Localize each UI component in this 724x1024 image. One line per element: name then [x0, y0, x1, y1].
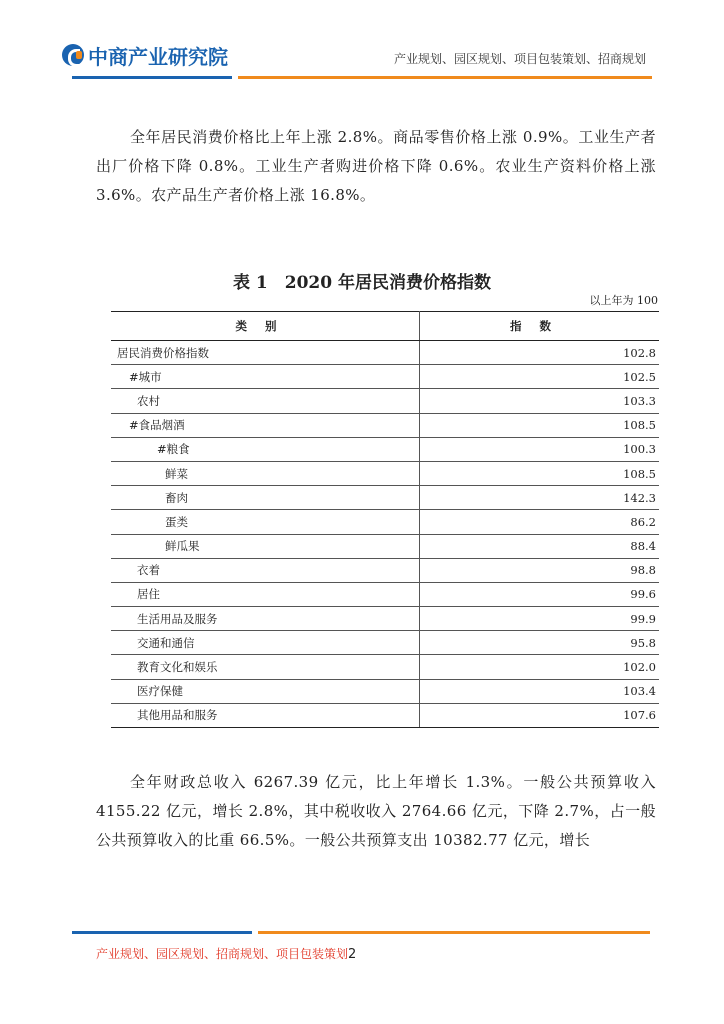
table-row: [111, 510, 659, 534]
table-unit-note: 以上年为 100: [589, 294, 658, 307]
row-index-value: 100.3: [420, 437, 660, 461]
row-category: 蛋类: [111, 510, 420, 534]
logo-icon: [62, 44, 84, 66]
row-index-value: 102.0: [420, 655, 660, 679]
row-index-value: 95.8: [420, 631, 660, 655]
body-paragraph-finance: 全年财政总收入 6267.39 亿元，比上年增长 1.3%。一般公共预算收入 4155.22 亿元，增长 2.8%，其中税收收入 2764.66 亿元，下降 2.7%，占一般公共预算收入的比重 66.5%。一般公共预算支出 10382.77 亿元，增长: [96, 773, 656, 849]
row-category: 居住: [111, 582, 420, 606]
footer: [96, 945, 356, 962]
footer-text: 产业规划、园区规划、招商规划、项目包装策划: [96, 947, 349, 961]
row-category: #城市: [111, 365, 420, 389]
row-category: #食品烟酒: [111, 413, 420, 437]
table-row: [111, 413, 659, 437]
row-index-value: 108.5: [420, 413, 660, 437]
row-category: 鲜菜: [111, 461, 420, 485]
table-row: [111, 461, 659, 485]
table-row: [111, 437, 659, 461]
row-index-value: 107.6: [420, 703, 660, 727]
column-header-category: 类别: [111, 312, 420, 341]
row-index-value: 98.8: [420, 558, 660, 582]
row-index-value: 88.4: [420, 534, 660, 558]
row-category: 鲜瓜果: [111, 534, 420, 558]
row-category: 农村: [111, 389, 420, 413]
table-row: [111, 365, 659, 389]
row-category: 其他用品和服务: [111, 703, 420, 727]
footer-rule-orange: [258, 931, 650, 934]
row-category: 衣着: [111, 558, 420, 582]
header-rule-blue: [72, 76, 232, 79]
company-logo: [62, 40, 228, 70]
table-title: 表 1 2020 年居民消费价格指数: [233, 273, 491, 293]
row-index-value: 108.5: [420, 461, 660, 485]
row-category: #粮食: [111, 437, 420, 461]
row-index-value: 103.4: [420, 679, 660, 703]
table-row: [111, 631, 659, 655]
row-category: 生活用品及服务: [111, 607, 420, 631]
page-number: 2: [348, 947, 357, 962]
row-category: 医疗保健: [111, 679, 420, 703]
row-index-value: 99.9: [420, 607, 660, 631]
table-row: [111, 679, 659, 703]
row-index-value: 99.6: [420, 582, 660, 606]
column-header-index: 指数: [420, 312, 660, 341]
table-row: [111, 341, 659, 365]
row-category: 交通和通信: [111, 631, 420, 655]
table-row: [111, 389, 659, 413]
row-category: 畜肉: [111, 486, 420, 510]
body-paragraph-cpi: 全年居民消费价格比上年上涨 2.8%。商品零售价格上涨 0.9%。工业生产者出厂价格下降 0.8%。工业生产者购进价格下降 0.6%。农业生产资料价格上涨 3.6%。农产品生产者价格上涨 16.8%。: [96, 128, 656, 204]
header-rule-orange: [238, 76, 652, 79]
table-row: [111, 655, 659, 679]
row-category: 教育文化和娱乐: [111, 655, 420, 679]
table-row: [111, 558, 659, 582]
row-index-value: 103.3: [420, 389, 660, 413]
table-header-row: [111, 312, 659, 341]
cpi-table: [111, 311, 659, 728]
row-category: 居民消费价格指数: [111, 341, 420, 365]
table-row: [111, 582, 659, 606]
row-index-value: 102.8: [420, 341, 660, 365]
row-index-value: 142.3: [420, 486, 660, 510]
footer-rule-blue: [72, 931, 252, 934]
table-row: [111, 534, 659, 558]
table-row: [111, 607, 659, 631]
row-index-value: 86.2: [420, 510, 660, 534]
logo-text: 中商产业研究院: [88, 44, 228, 69]
header-tagline: 产业规划、园区规划、项目包装策划、招商规划: [393, 52, 646, 66]
table-row: [111, 486, 659, 510]
row-index-value: 102.5: [420, 365, 660, 389]
table-row: [111, 703, 659, 727]
